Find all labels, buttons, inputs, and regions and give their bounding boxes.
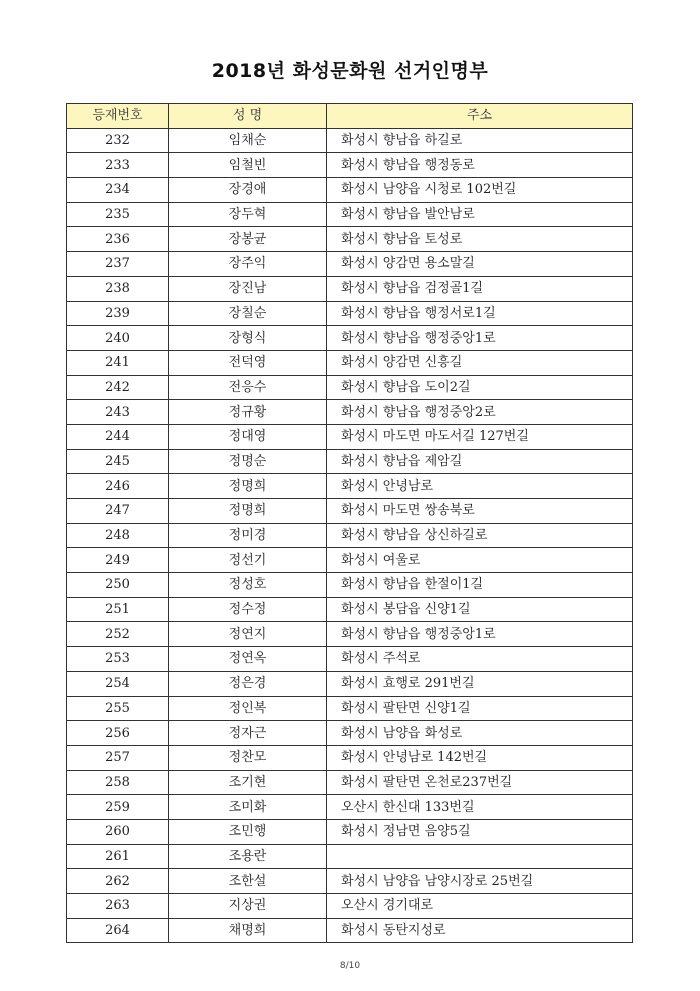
name-cell: 임채순 bbox=[169, 128, 327, 153]
registration-number-cell: 243 bbox=[67, 400, 169, 425]
registration-number-cell: 241 bbox=[67, 350, 169, 375]
address-cell: 화성시 향남읍 상신하길로 bbox=[327, 523, 633, 548]
registration-number-cell: 247 bbox=[67, 499, 169, 524]
registration-number-cell: 263 bbox=[67, 894, 169, 919]
name-cell: 조미화 bbox=[169, 795, 327, 820]
address-cell: 화성시 향남읍 도이2길 bbox=[327, 375, 633, 400]
address-cell: 화성시 향남읍 토성로 bbox=[327, 227, 633, 252]
address-cell: 화성시 남양읍 남양시장로 25번길 bbox=[327, 869, 633, 894]
table-row bbox=[67, 202, 633, 227]
address-cell: 화성시 향남읍 한절이1길 bbox=[327, 573, 633, 598]
table-row bbox=[67, 671, 633, 696]
registration-number-cell: 250 bbox=[67, 573, 169, 598]
registration-number-cell: 233 bbox=[67, 153, 169, 178]
column-header-registration-number: 등재번호 bbox=[67, 104, 169, 129]
name-cell: 정대영 bbox=[169, 424, 327, 449]
table-row bbox=[67, 844, 633, 869]
table-row bbox=[67, 869, 633, 894]
name-cell: 임철빈 bbox=[169, 153, 327, 178]
registration-number-cell: 246 bbox=[67, 474, 169, 499]
name-cell: 조용란 bbox=[169, 844, 327, 869]
table-row bbox=[67, 795, 633, 820]
table-row bbox=[67, 424, 633, 449]
table-row bbox=[67, 721, 633, 746]
registration-number-cell: 258 bbox=[67, 770, 169, 795]
table-row bbox=[67, 449, 633, 474]
name-cell: 조한설 bbox=[169, 869, 327, 894]
registration-number-cell: 239 bbox=[67, 301, 169, 326]
address-cell: 화성시 봉담읍 신양1길 bbox=[327, 597, 633, 622]
name-cell: 전덕영 bbox=[169, 350, 327, 375]
registration-number-cell: 257 bbox=[67, 745, 169, 770]
table-row bbox=[67, 622, 633, 647]
address-cell: 화성시 안녕남로 bbox=[327, 474, 633, 499]
table-row bbox=[67, 400, 633, 425]
name-cell: 정수정 bbox=[169, 597, 327, 622]
address-cell: 화성시 향남읍 행정동로 bbox=[327, 153, 633, 178]
table-row bbox=[67, 252, 633, 277]
address-cell: 화성시 향남읍 행정중앙1로 bbox=[327, 622, 633, 647]
document-title: 2018년 화성문화원 선거인명부 bbox=[211, 60, 489, 82]
name-cell: 지상권 bbox=[169, 894, 327, 919]
address-cell: 화성시 향남읍 제암길 bbox=[327, 449, 633, 474]
registration-number-cell: 262 bbox=[67, 869, 169, 894]
registration-number-cell: 251 bbox=[67, 597, 169, 622]
table-row bbox=[67, 153, 633, 178]
page-number: 8/10 bbox=[339, 961, 361, 971]
table-row bbox=[67, 573, 633, 598]
table-row bbox=[67, 499, 633, 524]
address-cell: 화성시 여울로 bbox=[327, 548, 633, 573]
address-cell: 화성시 양감면 신흥길 bbox=[327, 350, 633, 375]
address-cell: 화성시 향남읍 발안남로 bbox=[327, 202, 633, 227]
address-cell: 화성시 향남읍 검정골1길 bbox=[327, 276, 633, 301]
table-row bbox=[67, 227, 633, 252]
address-cell: 화성시 정남면 음양5길 bbox=[327, 819, 633, 844]
address-cell: 화성시 향남읍 행정서로1길 bbox=[327, 301, 633, 326]
table-row bbox=[67, 474, 633, 499]
table-header-row bbox=[67, 104, 633, 129]
name-cell: 정미경 bbox=[169, 523, 327, 548]
table-row bbox=[67, 301, 633, 326]
registration-number-cell: 253 bbox=[67, 647, 169, 672]
registration-number-cell: 249 bbox=[67, 548, 169, 573]
voter-roster-table bbox=[66, 103, 633, 943]
registration-number-cell: 264 bbox=[67, 918, 169, 943]
registration-number-cell: 245 bbox=[67, 449, 169, 474]
registration-number-cell: 255 bbox=[67, 696, 169, 721]
table-row bbox=[67, 597, 633, 622]
registration-number-cell: 254 bbox=[67, 671, 169, 696]
table-row bbox=[67, 276, 633, 301]
name-cell: 정찬모 bbox=[169, 745, 327, 770]
table-row bbox=[67, 918, 633, 943]
name-cell: 정명순 bbox=[169, 449, 327, 474]
address-cell: 오산시 한신대 133번길 bbox=[327, 795, 633, 820]
name-cell: 장봉균 bbox=[169, 227, 327, 252]
name-cell: 장경애 bbox=[169, 178, 327, 203]
address-cell: 화성시 향남읍 행정중앙2로 bbox=[327, 400, 633, 425]
column-header-address: 주소 bbox=[327, 104, 633, 129]
address-cell: 화성시 안녕남로 142번길 bbox=[327, 745, 633, 770]
table-row bbox=[67, 128, 633, 153]
address-cell: 화성시 효행로 291번길 bbox=[327, 671, 633, 696]
name-cell: 조기현 bbox=[169, 770, 327, 795]
registration-number-cell: 234 bbox=[67, 178, 169, 203]
name-cell: 전응수 bbox=[169, 375, 327, 400]
address-cell: 화성시 향남읍 행정중앙1로 bbox=[327, 326, 633, 351]
table-row bbox=[67, 770, 633, 795]
address-cell: 화성시 양감면 용소말길 bbox=[327, 252, 633, 277]
address-cell: 화성시 향남읍 하길로 bbox=[327, 128, 633, 153]
name-cell: 정명희 bbox=[169, 474, 327, 499]
address-cell: 화성시 팔탄면 신양1길 bbox=[327, 696, 633, 721]
address-cell: 화성시 남양읍 시청로 102번길 bbox=[327, 178, 633, 203]
address-cell: 오산시 경기대로 bbox=[327, 894, 633, 919]
name-cell: 정명희 bbox=[169, 499, 327, 524]
table-row bbox=[67, 178, 633, 203]
table-row bbox=[67, 819, 633, 844]
address-cell: 화성시 남양읍 화성로 bbox=[327, 721, 633, 746]
table-row bbox=[67, 523, 633, 548]
registration-number-cell: 235 bbox=[67, 202, 169, 227]
column-header-name: 성 명 bbox=[169, 104, 327, 129]
name-cell: 정인복 bbox=[169, 696, 327, 721]
table-row bbox=[67, 745, 633, 770]
name-cell: 정은경 bbox=[169, 671, 327, 696]
address-cell: 화성시 동탄지성로 bbox=[327, 918, 633, 943]
address-cell: 화성시 마도면 마도서길 127번길 bbox=[327, 424, 633, 449]
name-cell: 장진남 bbox=[169, 276, 327, 301]
table-row bbox=[67, 375, 633, 400]
name-cell: 조민행 bbox=[169, 819, 327, 844]
registration-number-cell: 238 bbox=[67, 276, 169, 301]
name-cell: 장주익 bbox=[169, 252, 327, 277]
registration-number-cell: 248 bbox=[67, 523, 169, 548]
name-cell: 정규황 bbox=[169, 400, 327, 425]
table-row bbox=[67, 647, 633, 672]
address-cell bbox=[327, 844, 633, 869]
registration-number-cell: 232 bbox=[67, 128, 169, 153]
address-cell: 화성시 마도면 쌍송북로 bbox=[327, 499, 633, 524]
registration-number-cell: 236 bbox=[67, 227, 169, 252]
table-row bbox=[67, 894, 633, 919]
registration-number-cell: 237 bbox=[67, 252, 169, 277]
name-cell: 정자근 bbox=[169, 721, 327, 746]
name-cell: 장두혁 bbox=[169, 202, 327, 227]
name-cell: 장칠순 bbox=[169, 301, 327, 326]
registration-number-cell: 242 bbox=[67, 375, 169, 400]
name-cell: 정연옥 bbox=[169, 647, 327, 672]
registration-number-cell: 260 bbox=[67, 819, 169, 844]
name-cell: 정연지 bbox=[169, 622, 327, 647]
name-cell: 채명희 bbox=[169, 918, 327, 943]
address-cell: 화성시 팔탄면 온천로237번길 bbox=[327, 770, 633, 795]
name-cell: 정성호 bbox=[169, 573, 327, 598]
table-row bbox=[67, 350, 633, 375]
registration-number-cell: 256 bbox=[67, 721, 169, 746]
registration-number-cell: 261 bbox=[67, 844, 169, 869]
address-cell: 화성시 주석로 bbox=[327, 647, 633, 672]
table-row bbox=[67, 696, 633, 721]
registration-number-cell: 244 bbox=[67, 424, 169, 449]
table-row bbox=[67, 548, 633, 573]
registration-number-cell: 259 bbox=[67, 795, 169, 820]
name-cell: 정선기 bbox=[169, 548, 327, 573]
name-cell: 장형식 bbox=[169, 326, 327, 351]
table-row bbox=[67, 326, 633, 351]
registration-number-cell: 252 bbox=[67, 622, 169, 647]
table-body bbox=[67, 128, 633, 943]
registration-number-cell: 240 bbox=[67, 326, 169, 351]
